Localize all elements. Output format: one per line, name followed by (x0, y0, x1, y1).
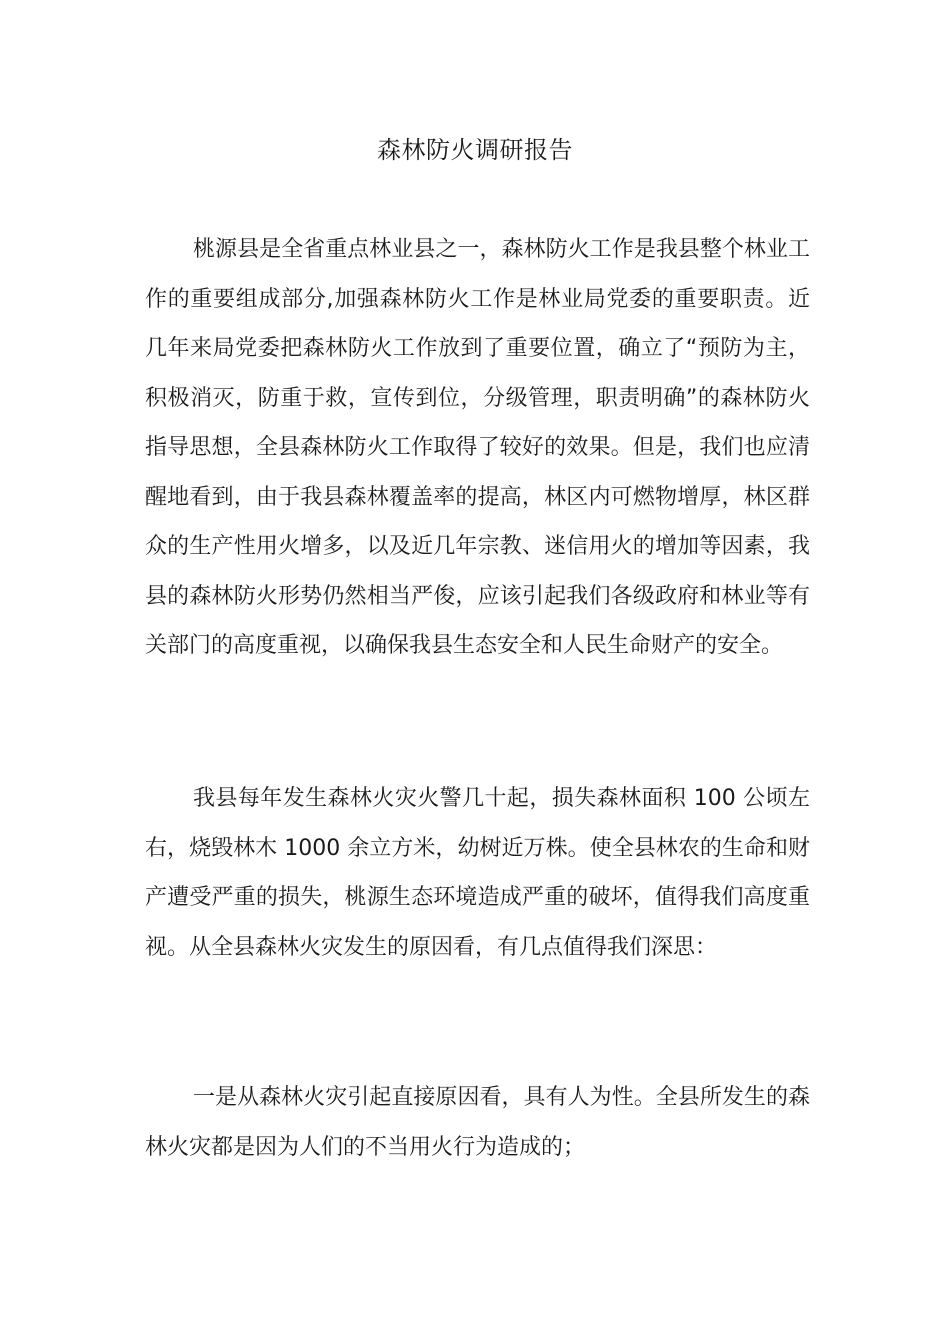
paragraph-2: 我县每年发生森林火灾火警几十起，损失森林面积 100 公顷左右，烧毁林木 1000 余立方米，幼树近万株。使全县林农的生命和财产遭受严重的损失，桃源生态环境造成严重的破坏，值得我们高度重视。从全县森林火灾发生的原因看，有几点值得我们深思： (145, 786, 810, 960)
document-title: 森林防火调研报告 (377, 136, 573, 164)
paragraph-block-3 (145, 1073, 810, 1172)
paragraph-block-1 (145, 225, 810, 671)
paragraph-1: 桃源县是全省重点林业县之一，森林防火工作是我县整个林业工作的重要组成部分,加强森林防火工作是林业局党委的重要职责。近几年来局党委把森林防火工作放到了重要位置，确立了“预防为主，积极消灭，防重于救，宣传到位，分级管理，职责明确”的森林防火指导思想，全县森林防火工作取得了较好的效果。但是，我们也应清醒地看到，由于我县森林覆盖率的提高，林区内可燃物增厚，林区群众的生产性用火增多，以及近几年宗教、迷信用火的增加等因素，我县的森林防火形势仍然相当严俊，应该引起我们各级政府和林业等有关部门的高度重视，以确保我县生态安全和人民生命财产的安全。 (145, 237, 810, 658)
paragraph-3: 一是从森林火灾引起直接原因看，具有人为性。全县所发生的森林火灾都是因为人们的不当用火行为造成的； (145, 1085, 810, 1160)
paragraph-block-2 (145, 774, 810, 972)
